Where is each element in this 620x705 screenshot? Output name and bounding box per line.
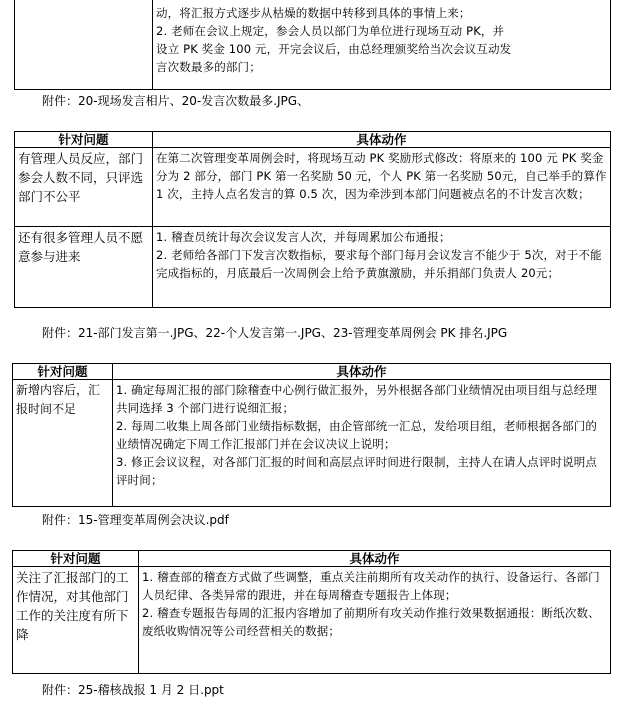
table-row	[15, 148, 611, 227]
table-continued	[14, 0, 611, 90]
table-row	[15, 0, 611, 90]
action-cell: 1. 稽查部的稽查方式做了些调整，重点关注前期所有攻关动作的执行、设备运行、各部门人员纪律、各类异常的跟进，并在每周稽查专题报告上体现； 2. 稽查专题报告每周的汇报内容增加了前期所有攻关动作推行效果数据通报：断纸次数、废纸收购情况等公司经营相关的数据；	[139, 567, 611, 674]
action-line: 言次数最多的部门；	[156, 60, 261, 74]
action-line: 设立 PK 奖金 100 元，开完会议后，由总经理颁奖给当次会议互动发	[156, 42, 512, 56]
table-header-row	[13, 551, 611, 567]
issue-cell: 还有很多管理人员不愿意参与进来	[15, 227, 153, 308]
issue-action-table	[14, 131, 611, 308]
attachment-note: 附件：20-现场发言相片、20-发言次数最多.JPG、	[42, 94, 310, 108]
issue-cell: 有管理人员反应，部门参会人数不同，只评选部门不公平	[15, 148, 153, 227]
issue-cell: 新增内容后，汇报时间不足	[13, 380, 113, 507]
attachment-note: 附件：25-稽核战报 1 月 2 日.ppt	[42, 683, 224, 697]
column-header-action: 具体动作	[113, 364, 611, 380]
action-cell: 在第二次管理变革周例会时，将现场互动 PK 奖励形式修改：将原来的 100 元 PK 奖金分为 2 部分，部门 PK 第一名奖励 50 元，个人 PK 第一名奖励 50元，自己举手的算作 1 次，主持人点名发言的算 0.5 次，因为牵涉到本部门问题被点名的不计发言次数；	[153, 148, 611, 227]
action-cell: 1. 稽查员统计每次会议发言人次，并每周累加公布通报； 2. 老师给各部门下发言次数指标，要求每个部门每月会议发言不能少于 5次，对于不能完成指标的，月底最后一次周例会上给予黄旗激励，并乐捐部门负责人 20元；	[153, 227, 611, 308]
column-header-action: 具体动作	[153, 132, 611, 148]
table-header-row	[15, 132, 611, 148]
action-cell: 1. 确定每周汇报的部门除稽查中心例行做汇报外，另外根据各部门业绩情况由项目组与总经理共同选择 3 个部门进行说细汇报； 2. 每周二收集上周各部门业绩指标数据，由企管部统一汇总，发给项目组，老师根据各部门的业绩情况确定下周工作汇报部门并在会议决议上说明； 3. 修正会议议程，对各部门汇报的时间和高层点评时间进行限制，主持人在请人点评时说明点评时间；	[113, 380, 611, 507]
issue-cell: 关注了汇报部门的工作情况，对其他部门工作的关注度有所下降	[13, 567, 139, 674]
column-header-action: 具体动作	[139, 551, 611, 567]
table-header-row	[13, 364, 611, 380]
action-line: 2. 老师在会议上规定，参会人员以部门为单位进行现场互动 PK，并	[156, 24, 505, 38]
column-header-issue: 针对问题	[13, 364, 113, 380]
table-row	[13, 380, 611, 507]
attachment-note: 附件：15-管理变革周例会决议.pdf	[42, 513, 229, 527]
column-header-issue: 针对问题	[13, 551, 139, 567]
action-cell	[153, 0, 611, 90]
table-row	[13, 567, 611, 674]
action-line: 动，将汇报方式逐步从枯燥的数据中转移到具体的事情上来；	[156, 6, 471, 20]
issue-cell	[15, 0, 153, 90]
attachment-note: 附件：21-部门发言第一.JPG、22-个人发言第一.JPG、23-管理变革周例会 PK 排名.JPG	[42, 326, 508, 340]
issue-action-table	[12, 363, 611, 507]
column-header-issue: 针对问题	[15, 132, 153, 148]
table-row	[15, 227, 611, 308]
issue-action-table	[12, 550, 611, 674]
